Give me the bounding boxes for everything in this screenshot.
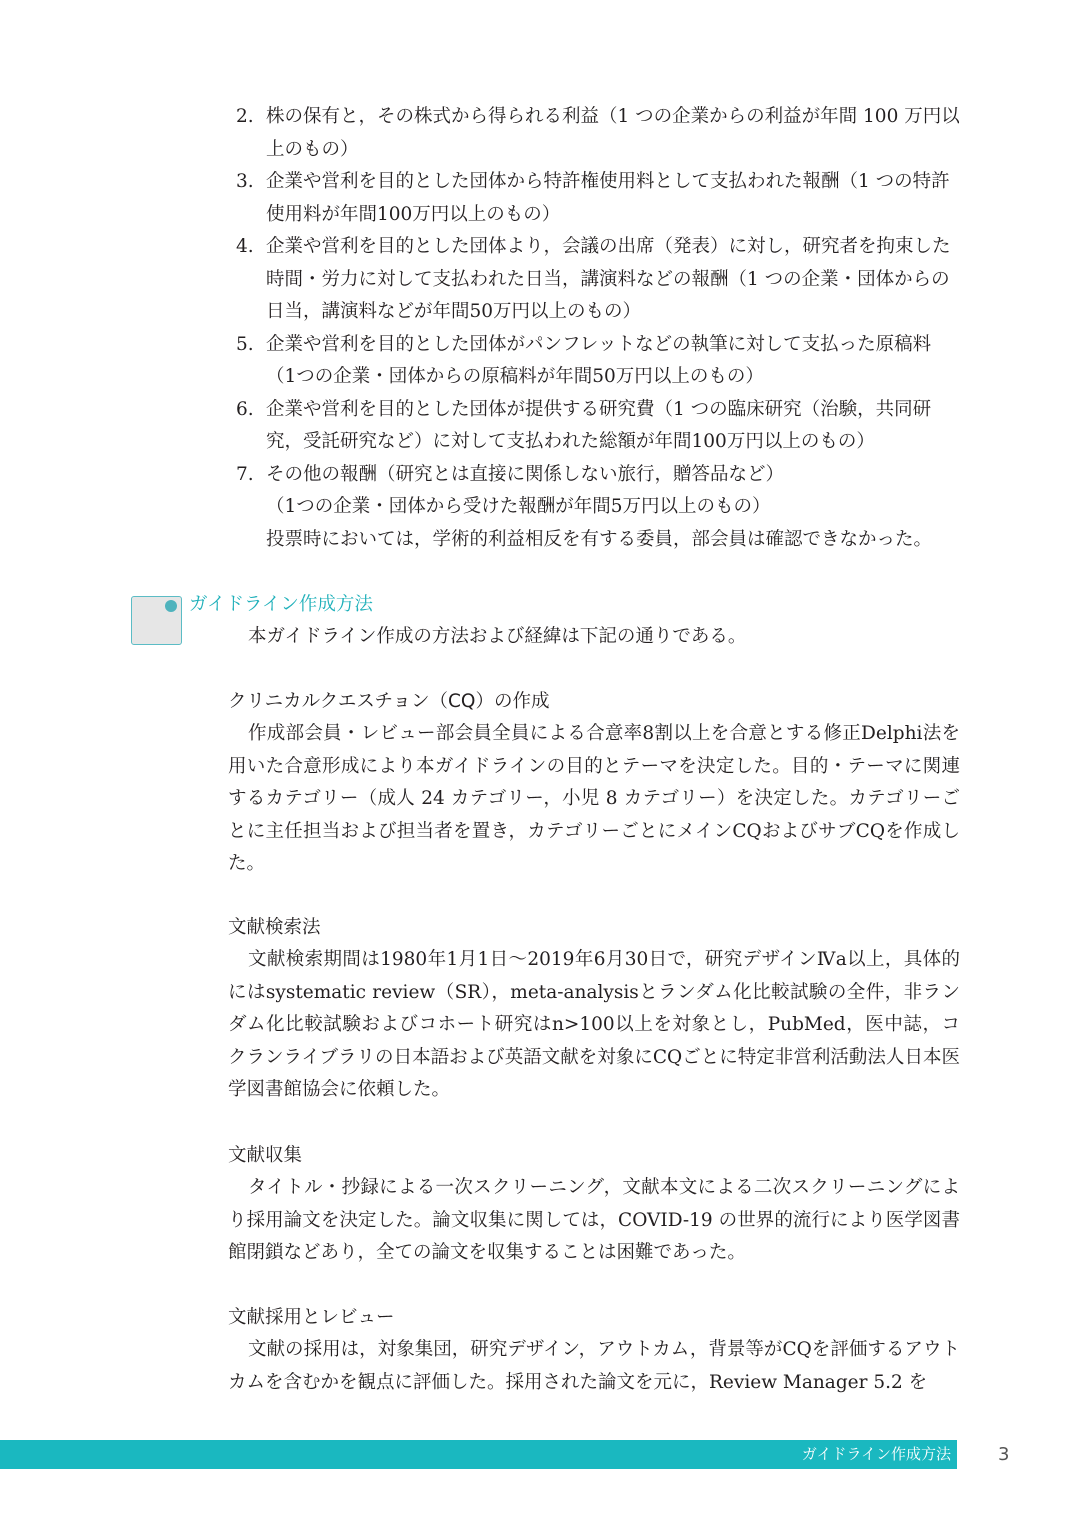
subsection-heading: 文献採用とレビュー bbox=[228, 1307, 395, 1328]
list-text: その他の報酬（研究とは直接に関係しない旅行，贈答品など） bbox=[266, 463, 785, 485]
subsection-body: 作成部会員・レビュー部会員全員による合意率8割以上を合意とする修正Delphi法を用いた合意形成により本ガイドラインの目的とテーマを決定した。目的・テーマに関連するカテゴリー（成人 24 カテゴリー，小児 8 カテゴリー）を決定した。カテゴリーごとに主任担当および担当者を置き，カテゴリーごとにメインCQおよびサブCQを作成した。 bbox=[228, 723, 960, 874]
list-number: 7. bbox=[236, 463, 254, 485]
subsection-literature-collection bbox=[228, 1140, 960, 1270]
subsection-body: タイトル・抄録による一次スクリーニング，文献本文による二次スクリーニングにより採用論文を決定した。論文収集に関しては，COVID-19 の世界的流行により医学図書館閉鎖などあり，全ての論文を収集することは困難であった。 bbox=[228, 1177, 960, 1263]
footer-bar bbox=[0, 1440, 957, 1469]
list-number: 2. bbox=[236, 106, 254, 127]
section-title: ガイドライン作成方法 bbox=[189, 594, 373, 615]
subsection-heading: クリニカルクエスチョン（CQ）の作成 bbox=[228, 691, 550, 712]
list-item bbox=[236, 101, 960, 166]
subsection-cq bbox=[228, 686, 960, 881]
page-number: 3 bbox=[998, 1444, 1010, 1465]
list-number: 6. bbox=[236, 398, 254, 420]
list-text: 株の保有と，その株式から得られる利益（1 つの企業からの利益が年間 100 万円以上のもの） bbox=[266, 106, 960, 160]
list-continuation-line: 投票時においては，学術的利益相反を有する委員，部会員は確認できなかった。 bbox=[266, 528, 933, 550]
subsection-adoption-review bbox=[228, 1302, 960, 1399]
subsection-body: 文献検索期間は1980年1月1日〜2019年6月30日で，研究デザインⅣa以上，具体的にはsystematic review（SR），meta-analysisとランダム化比較試験の全件，非ランダム化比較試験およびコホート研究はn>100以上を対象とし，PubMed，医中誌，コクランライブラリの日本語および英語文献を対象にCQごとに特定非営利活動法人日本医学図書館協会に依頼した。 bbox=[228, 949, 960, 1100]
list-item bbox=[236, 329, 960, 394]
list-text: 企業や営利を目的とした団体がパンフレットなどの執筆に対して支払った原稿料（1つの企業・団体からの原稿料が年間50万円以上のもの） bbox=[266, 333, 932, 387]
list-item bbox=[236, 166, 960, 231]
list-number: 5. bbox=[236, 333, 254, 355]
list-number: 4. bbox=[236, 236, 254, 257]
subsection-body: 文献の採用は，対象集団，研究デザイン，アウトカム，背景等がCQを評価するアウトカムを含むかを観点に評価した。採用された論文を元に，Review Manager 5.2 を bbox=[228, 1339, 960, 1393]
list-item bbox=[236, 231, 960, 329]
coi-criteria-list bbox=[236, 101, 960, 556]
section-intro: 本ガイドライン作成の方法および経緯は下記の通りである。 bbox=[248, 626, 747, 647]
subsection-literature-search bbox=[228, 912, 960, 1107]
list-number: 3. bbox=[236, 171, 254, 192]
list-continuation-line: （1つの企業・団体から受けた報酬が年間5万円以上のもの） bbox=[266, 496, 771, 517]
subsection-heading: 文献収集 bbox=[228, 1145, 303, 1166]
list-item bbox=[236, 394, 960, 459]
list-text: 企業や営利を目的とした団体から特許権使用料として支払われた報酬（1 つの特許使用料が年間100万円以上のもの） bbox=[266, 171, 950, 225]
subsection-heading: 文献検索法 bbox=[228, 917, 321, 938]
list-item bbox=[236, 459, 960, 492]
list-text: 企業や営利を目的とした団体より，会議の出席（発表）に対し，研究者を拘束した時間・労力に対して支払われた日当，講演料などの報酬（1 つの企業・団体からの日当，講演料などが年間50万円以上のもの） bbox=[266, 236, 951, 322]
section-bullet-icon bbox=[165, 600, 177, 612]
list-text: 企業や営利を目的とした団体が提供する研究費（1 つの臨床研究（治験，共同研究，受託研究など）に対して支払われた総額が年間100万円以上のもの） bbox=[266, 398, 932, 452]
footer-section-label: ガイドライン作成方法 bbox=[801, 1445, 951, 1463]
